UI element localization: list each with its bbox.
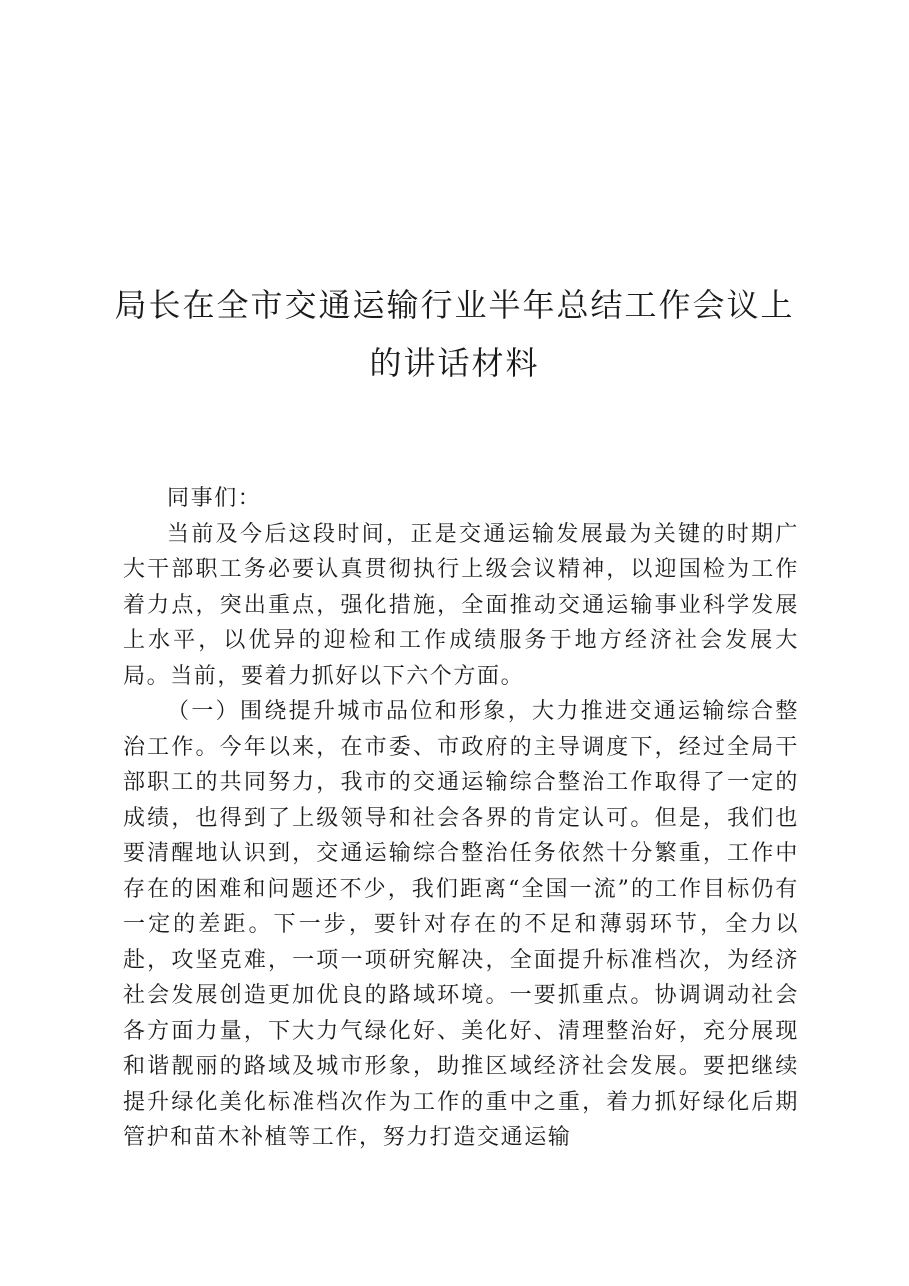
document-body (123, 481, 799, 1156)
greeting: 同事们： (167, 486, 262, 511)
title-line-2: 的讲话材料 (369, 344, 540, 382)
paragraph-1: 当前及今后这段时间，正是交通运输发展最为关键的时期广大干部职工务必要认真贯彻执行上级会议精神，以迎国检为工作着力点，突出重点，强化措施，全面推动交通运输事业科学发展上水平，以优异的迎检和工作成绩服务于地方经济社会发展大局。当前，要着力抓好以下六个方面。 (123, 521, 799, 689)
paragraph-2: （一）围绕提升城市品位和形象，大力推进交通运输综合整治工作。今年以来，在市委、市政府的主导调度下，经过全局干部职工的共同努力，我市的交通运输综合整治工作取得了一定的成绩，也得到了上级领导和社会各界的肯定认可。但是，我们也要清醒地认识到，交通运输综合整治任务依然十分繁重，工作中存在的困难和问题还不少，我们距离“全国一流”的工作目标仍有一定的差距。下一步，要针对存在的不足和薄弱环节，全力以赴，攻坚克难，一项一项研究解决，全面提升标准档次，为经济社会发展创造更加优良的路域环境。一要抓重点。协调调动社会各方面力量，下大力气绿化好、美化好、清理整治好，充分展现和谐靓丽的路域及城市形象，助推区域经济社会发展。要把继续提升绿化美化标准档次作为工作的重中之重，着力抓好绿化后期管护和苗木补植等工作，努力打造交通运输 (123, 699, 799, 1150)
document-title (110, 276, 799, 392)
title-line-1: 局长在全市交通运输行业半年总结工作会议上 (114, 286, 795, 324)
